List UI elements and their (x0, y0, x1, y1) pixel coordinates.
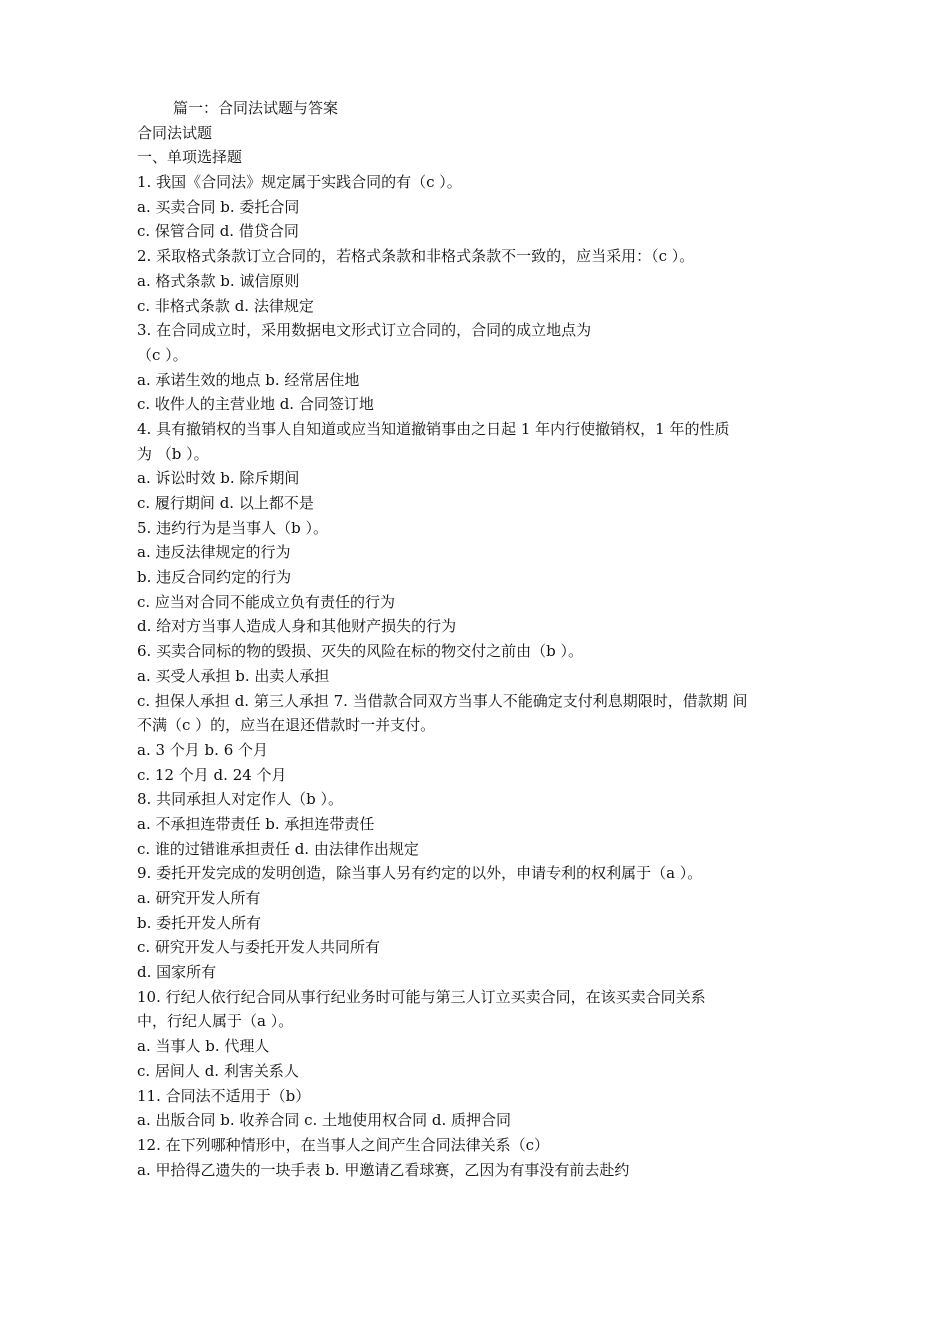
document-page (137, 96, 827, 1182)
document-body (137, 121, 827, 1183)
document-title: 篇一：合同法试题与答案 (173, 99, 339, 117)
text-line: 中，行纪人属于（a ）。 (137, 1012, 294, 1031)
text-line: c. 保管合同 d. 借贷合同 (137, 222, 299, 241)
text-line: 9. 委托开发完成的发明创造，除当事人另有约定的以外，申请专利的权利属于（a ）。 (137, 864, 703, 883)
text-line: a. 格式条款 b. 诚信原则 (137, 271, 300, 290)
text-line: a. 甲拾得乙遗失的一块手表 b. 甲邀请乙看球赛，乙因为有事没有前去赴约 (137, 1160, 630, 1179)
text-line: 10. 行纪人依行纪合同从事行纪业务时可能与第三人订立买卖合同，在该买卖合同关系 (137, 987, 706, 1006)
text-line: 1. 我国《合同法》规定属于实践合同的有（c ）。 (137, 173, 462, 192)
text-line: b. 委托开发人所有 (137, 913, 262, 932)
text-line: 8. 共同承担人对定作人（b ）。 (137, 790, 343, 809)
text-line: c. 居间人 d. 利害关系人 (137, 1061, 299, 1080)
text-line: c. 应当对合同不能成立负有责任的行为 (137, 592, 395, 611)
text-line: 为 （b ）。 (137, 444, 209, 463)
text-line: d. 给对方当事人造成人身和其他财产损失的行为 (137, 617, 457, 636)
text-line: 6. 买卖合同标的物的毁损、灭失的风险在标的物交付之前由（b ）。 (137, 642, 583, 661)
text-line: c. 担保人承担 d. 第三人承担 7. 当借款合同双方当事人不能确定支付利息期限时，借款期 间 (137, 691, 748, 710)
text-line: a. 违反法律规定的行为 (137, 543, 291, 562)
text-line: 4. 具有撤销权的当事人自知道或应当知道撤销事由之日起 1 年内行使撤销权，1 年的性质 (137, 419, 730, 438)
text-line: 3. 在合同成立时，采用数据电文形式订立合同的，合同的成立地点为 (137, 321, 592, 340)
text-line: c. 非格式条款 d. 法律规定 (137, 296, 314, 315)
text-line: 11. 合同法不适用于（b） (137, 1086, 311, 1105)
text-line: a. 买卖合同 b. 委托合同 (137, 197, 300, 216)
text-line: c. 收件人的主营业地 d. 合同签订地 (137, 395, 374, 414)
text-line: a. 当事人 b. 代理人 (137, 1037, 270, 1056)
text-line: 12. 在下列哪种情形中，在当事人之间产生合同法律关系（c） (137, 1135, 550, 1154)
text-line: a. 研究开发人所有 (137, 889, 261, 907)
text-line: c. 谁的过错谁承担责任 d. 由法律作出规定 (137, 839, 419, 858)
text-line: 5. 违约行为是当事人（b ）。 (137, 518, 328, 537)
text-line: a. 承诺生效的地点 b. 经常居住地 (137, 370, 360, 389)
text-line: a. 不承担连带责任 b. 承担连带责任 (137, 814, 375, 833)
text-line: c. 12 个月 d. 24 个月 (137, 765, 287, 784)
text-line: b. 违反合同约定的行为 (137, 568, 292, 587)
text-line: 一、单项选择题 (137, 148, 243, 167)
text-line: 合同法试题 (137, 123, 213, 142)
text-line: c. 履行期间 d. 以上都不是 (137, 494, 314, 512)
text-line: a. 3 个月 b. 6 个月 (137, 740, 269, 759)
text-line: （c ）。 (137, 345, 188, 364)
text-line: a. 出版合同 b. 收养合同 c. 土地使用权合同 d. 质押合同 (137, 1111, 511, 1130)
text-line: 2. 采取格式条款订立合同的，若格式条款和非格式条款不一致的，应当采用：（c ）。 (137, 247, 695, 266)
text-line: a. 诉讼时效 b. 除斥期间 (137, 469, 300, 488)
text-line: d. 国家所有 (137, 963, 217, 982)
text-line: a. 买受人承担 b. 出卖人承担 (137, 666, 330, 685)
text-line: 不满（c ）的，应当在退还借款时一并支付。 (137, 716, 436, 735)
text-line: c. 研究开发人与委托开发人共同所有 (137, 938, 380, 957)
